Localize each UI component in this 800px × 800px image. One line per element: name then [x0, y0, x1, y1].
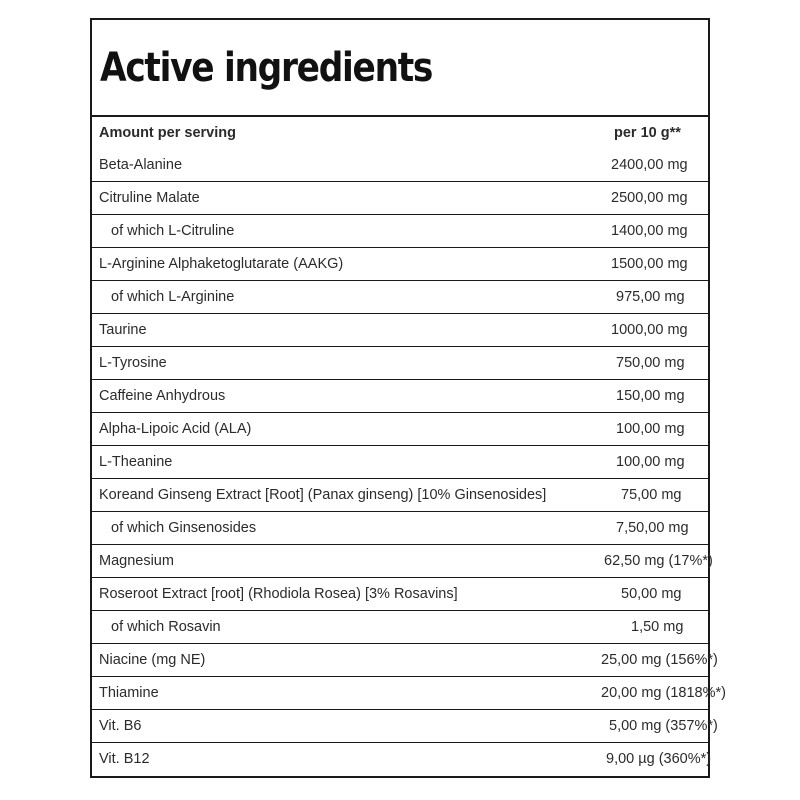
ingredient-name: of which Rosavin [92, 611, 569, 644]
ingredient-name: L-Theanine [92, 446, 569, 479]
table-header-row [92, 117, 708, 149]
ingredient-amount: 9,00 µg (360%*) [569, 743, 708, 776]
ingredient-amount: 1,50 mg [569, 611, 708, 644]
table-row [92, 611, 708, 644]
ingredient-amount: 100,00 mg [569, 413, 708, 446]
table-row [92, 677, 708, 710]
ingredient-amount: 20,00 mg (1818%*) [569, 677, 708, 710]
table-row [92, 281, 708, 314]
ingredient-amount: 62,50 mg (17%*) [569, 545, 708, 578]
table-row [92, 182, 708, 215]
table-row [92, 512, 708, 545]
ingredient-name: Roseroot Extract [root] (Rhodiola Rosea) [3% Rosavins] [92, 578, 569, 611]
ingredient-name: of which Ginsenosides [92, 512, 569, 545]
ingredient-amount: 1000,00 mg [569, 314, 708, 347]
ingredient-name: Thiamine [92, 677, 569, 710]
ingredient-amount: 750,00 mg [569, 347, 708, 380]
ingredient-name: Niacine (mg NE) [92, 644, 569, 677]
ingredient-amount: 2400,00 mg [611, 157, 688, 173]
ingredient-amount: 5,00 mg (357%*) [569, 710, 708, 743]
ingredient-name: L-Arginine Alphaketoglutarate (AAKG) [92, 248, 569, 281]
table-row [92, 248, 708, 281]
ingredient-name: Citruline Malate [92, 182, 569, 215]
ingredient-amount: 1500,00 mg [569, 248, 708, 281]
ingredient-amount: 25,00 mg (156%*) [569, 644, 708, 677]
table-row [92, 479, 708, 512]
ingredient-name: Alpha-Lipoic Acid (ALA) [92, 413, 569, 446]
ingredient-name: Vit. B12 [92, 743, 569, 776]
table-row [92, 149, 708, 182]
ingredient-amount: 1400,00 mg [569, 215, 708, 248]
table-row [92, 446, 708, 479]
ingredient-amount: 75,00 mg [569, 479, 708, 512]
table-row [92, 644, 708, 677]
ingredient-name: Beta-Alanine [99, 157, 183, 173]
table-row [92, 314, 708, 347]
ingredients-panel [90, 18, 726, 778]
ingredient-amount: 975,00 mg [569, 281, 708, 314]
ingredient-amount: 100,00 mg [569, 446, 708, 479]
ingredient-name: Koreand Ginseng Extract [Root] (Panax ginseng) [10% Ginsenosides] [92, 479, 569, 512]
table-row [92, 215, 708, 248]
ingredient-name: L-Tyrosine [92, 347, 569, 380]
table-row [92, 380, 708, 413]
table-row [92, 545, 708, 578]
header-amount-per-serving: Amount per serving [99, 125, 236, 141]
table-row [92, 413, 708, 446]
table-row [92, 743, 708, 776]
ingredient-name: Vit. B6 [92, 710, 569, 743]
table-row [92, 710, 708, 743]
table-row [92, 578, 708, 611]
title-text: Active ingredients [100, 44, 433, 91]
ingredient-amount: 50,00 mg [569, 578, 708, 611]
header-per-10g: per 10 g** [614, 125, 681, 141]
ingredient-name: of which L-Citruline [92, 215, 569, 248]
table-body [92, 149, 726, 775]
ingredient-name: Taurine [92, 314, 569, 347]
ingredient-name: Caffeine Anhydrous [92, 380, 569, 413]
ingredient-name: Magnesium [92, 545, 569, 578]
ingredients-table [92, 117, 726, 775]
ingredient-amount: 7,50,00 mg [569, 512, 708, 545]
ingredient-name: of which L-Arginine [92, 281, 569, 314]
ingredient-amount: 2500,00 mg [569, 182, 708, 215]
table-row [92, 347, 708, 380]
page-title [92, 20, 708, 117]
ingredient-amount: 150,00 mg [569, 380, 708, 413]
